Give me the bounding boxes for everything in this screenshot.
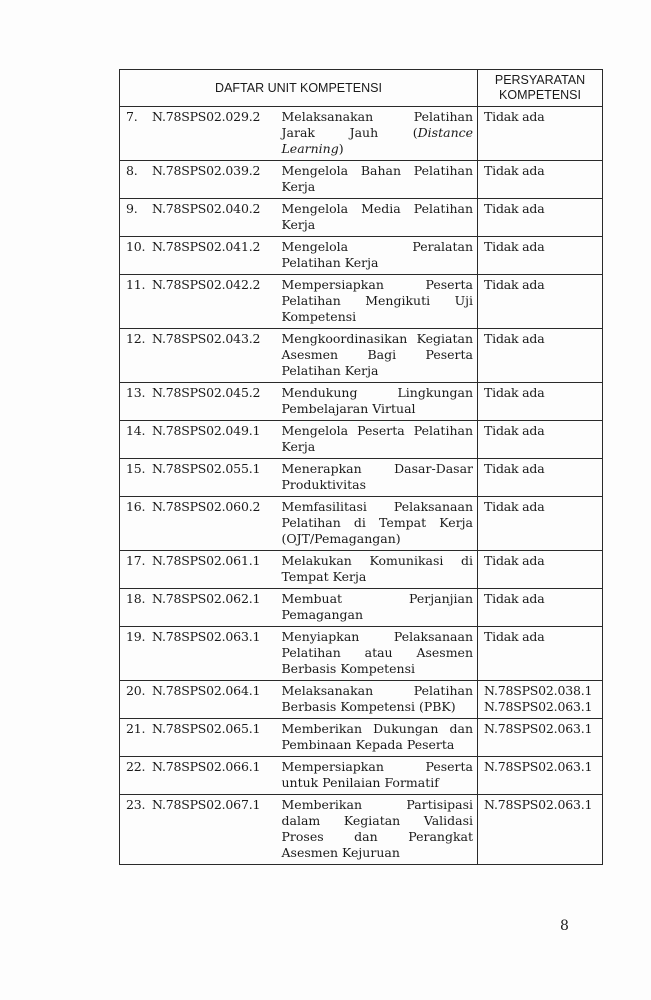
unit-code: N.78SPS02.042.2	[152, 277, 261, 292]
unit-code-cell	[120, 497, 278, 551]
unit-title: Menerapkan Dasar-Dasar Produktivitas	[278, 459, 478, 497]
unit-code-cell	[120, 199, 278, 237]
row-number: 18.	[126, 591, 146, 606]
table-row	[120, 551, 603, 589]
row-number: 19.	[126, 629, 146, 644]
table-header-row	[120, 70, 603, 107]
unit-code: N.78SPS02.039.2	[152, 163, 261, 178]
requirement-value: N.78SPS02.038.1	[484, 683, 593, 698]
unit-title: Mengelola Peserta Pelatihan Kerja	[278, 421, 478, 459]
unit-code-cell	[120, 627, 278, 681]
row-number: 17.	[126, 553, 146, 568]
header-requirements: PERSYARATAN KOMPETENSI	[478, 70, 603, 107]
table-row	[120, 795, 603, 865]
table-row	[120, 383, 603, 421]
requirement-cell	[478, 383, 603, 421]
requirement-value: Tidak ada	[484, 553, 545, 568]
unit-title: Mempersiapkan Peserta Pelatihan Mengikuti Uji Kompetensi	[278, 275, 478, 329]
requirement-value: Tidak ada	[484, 277, 545, 292]
table-row	[120, 589, 603, 627]
row-number: 14.	[126, 423, 146, 438]
requirement-cell	[478, 237, 603, 275]
competency-table	[119, 69, 603, 865]
page-number: 8	[560, 918, 569, 934]
unit-code-cell	[120, 161, 278, 199]
unit-code-cell	[120, 107, 278, 161]
requirement-value: Tidak ada	[484, 629, 545, 644]
row-number: 16.	[126, 499, 146, 514]
header-units: DAFTAR UNIT KOMPETENSI	[120, 70, 478, 107]
row-number: 21.	[126, 721, 146, 736]
unit-code: N.78SPS02.029.2	[152, 109, 261, 124]
requirement-value: Tidak ada	[484, 385, 545, 400]
unit-code: N.78SPS02.041.2	[152, 239, 261, 254]
requirement-value: Tidak ada	[484, 109, 545, 124]
table-row	[120, 719, 603, 757]
unit-code-cell	[120, 383, 278, 421]
requirement-cell	[478, 161, 603, 199]
unit-code: N.78SPS02.063.1	[152, 629, 261, 644]
row-number: 8.	[126, 163, 138, 178]
requirement-cell	[478, 589, 603, 627]
requirement-cell	[478, 627, 603, 681]
unit-code: N.78SPS02.066.1	[152, 759, 261, 774]
unit-code-cell	[120, 459, 278, 497]
unit-code-cell	[120, 329, 278, 383]
requirement-cell	[478, 107, 603, 161]
row-number: 15.	[126, 461, 146, 476]
requirement-value: Tidak ada	[484, 591, 545, 606]
row-number: 11.	[126, 277, 146, 292]
requirement-cell	[478, 199, 603, 237]
unit-title: Mengelola Bahan Pelatihan Kerja	[278, 161, 478, 199]
row-number: 7.	[126, 109, 138, 124]
unit-title: Menyiapkan Pelaksanaan Pelatihan atau Asesmen Berbasis Kompetensi	[278, 627, 478, 681]
table-row	[120, 275, 603, 329]
requirement-cell	[478, 329, 603, 383]
row-number: 13.	[126, 385, 146, 400]
table-row	[120, 757, 603, 795]
unit-code: N.78SPS02.065.1	[152, 721, 261, 736]
requirement-cell	[478, 459, 603, 497]
requirement-value: Tidak ada	[484, 423, 545, 438]
unit-title: Mengelola Media Pelatihan Kerja	[278, 199, 478, 237]
unit-code-cell	[120, 757, 278, 795]
unit-code-cell	[120, 237, 278, 275]
requirement-cell	[478, 757, 603, 795]
requirement-value: Tidak ada	[484, 461, 545, 476]
unit-title: Membuat Perjanjian Pemagangan	[278, 589, 478, 627]
unit-code: N.78SPS02.055.1	[152, 461, 261, 476]
unit-code-cell	[120, 719, 278, 757]
unit-title: Mengelola Peralatan Pelatihan Kerja	[278, 237, 478, 275]
table-body	[120, 107, 603, 865]
table-row	[120, 161, 603, 199]
unit-code: N.78SPS02.049.1	[152, 423, 261, 438]
requirement-cell	[478, 421, 603, 459]
row-number: 12.	[126, 331, 146, 346]
requirement-cell	[478, 681, 603, 719]
unit-title: Mendukung Lingkungan Pembelajaran Virtual	[278, 383, 478, 421]
requirement-cell	[478, 551, 603, 589]
unit-code-cell	[120, 275, 278, 329]
unit-title: Memfasilitasi Pelaksanaan Pelatihan di Tempat Kerja (OJT/Pemagangan)	[278, 497, 478, 551]
unit-code: N.78SPS02.043.2	[152, 331, 261, 346]
table-row	[120, 459, 603, 497]
unit-code-cell	[120, 795, 278, 865]
table-row	[120, 497, 603, 551]
table-row	[120, 627, 603, 681]
unit-code: N.78SPS02.045.2	[152, 385, 261, 400]
requirement-value: N.78SPS02.063.1	[484, 797, 593, 812]
requirement-cell	[478, 719, 603, 757]
requirement-value: Tidak ada	[484, 239, 545, 254]
unit-code: N.78SPS02.040.2	[152, 201, 261, 216]
unit-code-cell	[120, 589, 278, 627]
row-number: 9.	[126, 201, 138, 216]
table-row	[120, 107, 603, 161]
table-row	[120, 681, 603, 719]
requirement-value: N.78SPS02.063.1	[484, 721, 593, 736]
table-row	[120, 199, 603, 237]
requirement-value: Tidak ada	[484, 201, 545, 216]
table-row	[120, 329, 603, 383]
requirement-cell	[478, 275, 603, 329]
requirement-value: Tidak ada	[484, 499, 545, 514]
row-number: 20.	[126, 683, 146, 698]
unit-title: Memberikan Partisipasi dalam Kegiatan Validasi Proses dan Perangkat Asesmen Kejuruan	[278, 795, 478, 865]
unit-title: Melaksanakan Pelatihan Jarak Jauh (Distance Learning)	[278, 107, 478, 161]
requirement-value: Tidak ada	[484, 163, 545, 178]
unit-code: N.78SPS02.062.1	[152, 591, 261, 606]
table-row	[120, 237, 603, 275]
requirement-value: Tidak ada	[484, 331, 545, 346]
row-number: 22.	[126, 759, 146, 774]
unit-title: Memberikan Dukungan dan Pembinaan Kepada Peserta	[278, 719, 478, 757]
unit-title: Mengkoordinasikan Kegiatan Asesmen Bagi Peserta Pelatihan Kerja	[278, 329, 478, 383]
requirement-value: N.78SPS02.063.1	[484, 759, 593, 774]
row-number: 10.	[126, 239, 146, 254]
requirement-value: N.78SPS02.063.1	[484, 699, 593, 714]
table-row	[120, 421, 603, 459]
unit-code: N.78SPS02.061.1	[152, 553, 261, 568]
unit-code: N.78SPS02.064.1	[152, 683, 261, 698]
unit-code: N.78SPS02.060.2	[152, 499, 261, 514]
unit-title: Mempersiapkan Peserta untuk Penilaian Formatif	[278, 757, 478, 795]
unit-code-cell	[120, 681, 278, 719]
requirement-cell	[478, 497, 603, 551]
requirement-cell	[478, 795, 603, 865]
unit-code-cell	[120, 421, 278, 459]
unit-code-cell	[120, 551, 278, 589]
row-number: 23.	[126, 797, 146, 812]
unit-title: Melaksanakan Pelatihan Berbasis Kompetensi (PBK)	[278, 681, 478, 719]
unit-code: N.78SPS02.067.1	[152, 797, 261, 812]
unit-title: Melakukan Komunikasi di Tempat Kerja	[278, 551, 478, 589]
